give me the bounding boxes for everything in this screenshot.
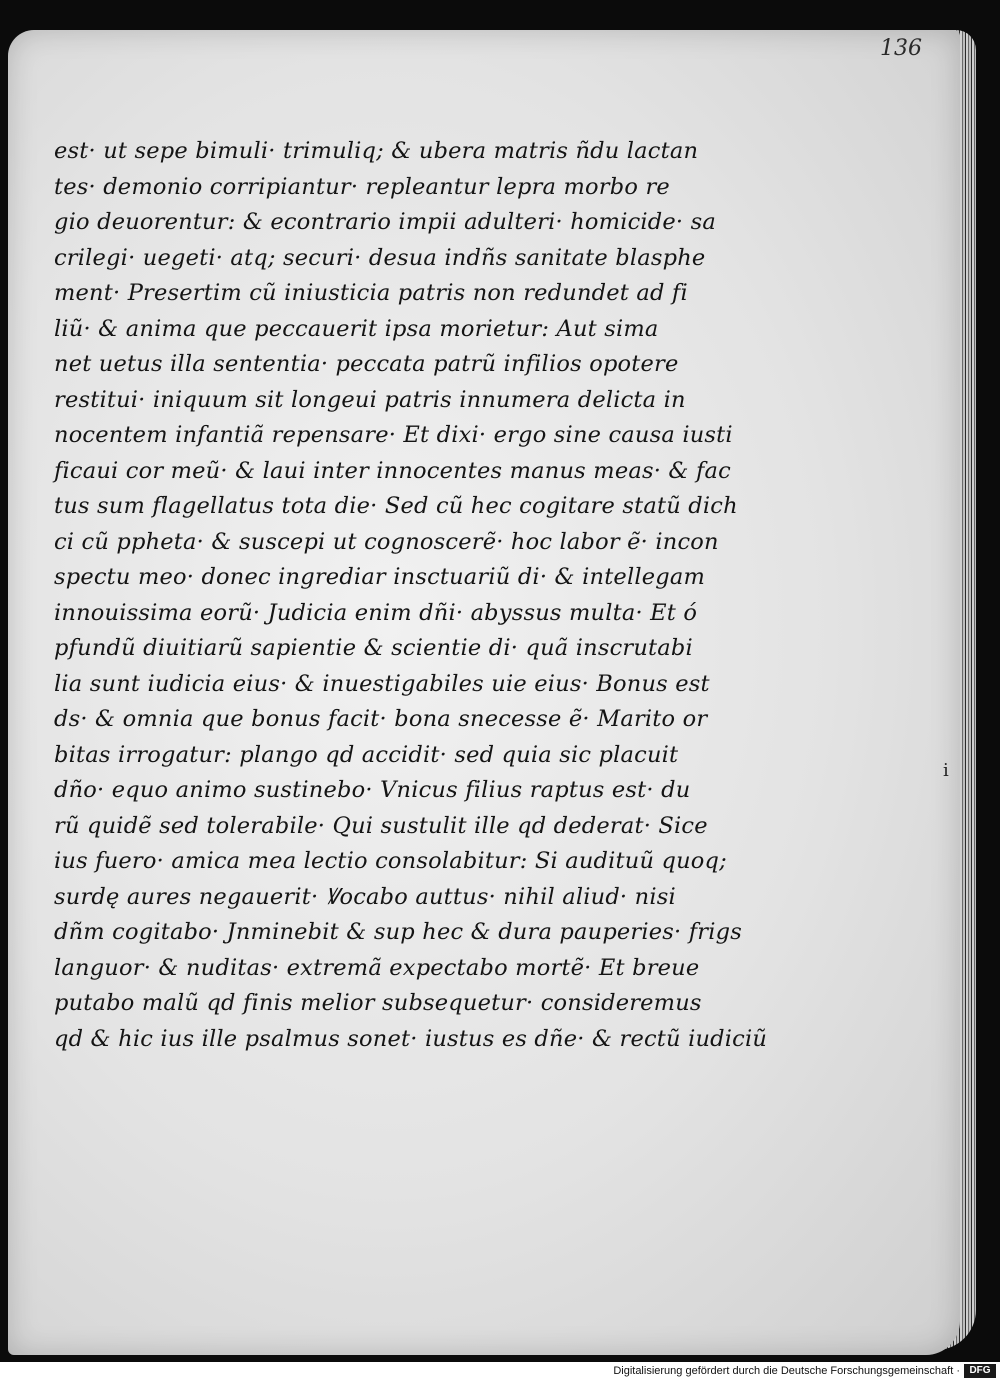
- text-line: ius fuero· amica mea lectio consolabitur: Si audituũ quoq;: [54, 848, 727, 874]
- text-line: putabo malũ qd finis melior subsequetur· consideremus: [54, 990, 702, 1016]
- manuscript-text: [54, 134, 794, 1057]
- text-line: dñm cogitabo· Jnminebit & sup hec & dura pauperies· frigs: [54, 919, 742, 945]
- margin-mark: i: [943, 760, 949, 781]
- text-line: net uetus illa sententia· peccata patrũ infilios opotere: [54, 351, 679, 377]
- text-line: liũ· & anima que peccauerit ipsa morietur: Aut sima: [54, 315, 659, 342]
- text-line: ficaui cor meũ· & laui inter innocentes manus meas· & fac: [54, 457, 731, 484]
- text-line: pfundũ diuitiarũ sapientie & scientie di· quã inscrutabi: [54, 635, 693, 661]
- text-line: bitas irrogatur: plango qd accidit· sed quia sic placuit: [54, 741, 679, 768]
- text-line: ci cũ ppheta· & suscepi ut cognoscerẽ· hoc labor ẽ· incon: [54, 528, 719, 555]
- text-line: tes· demonio corripiantur· repleantur lepra morbo re: [54, 173, 670, 200]
- text-line: est· ut sepe bimuli· trimuliq; & ubera matris ñdu lactan: [54, 138, 699, 164]
- text-line: ds· & omnia que bonus facit· bona snecesse ẽ· Marito or: [54, 706, 708, 732]
- text-line: gio deuorentur: & econtrario impii adulteri· homicide· sa: [54, 209, 716, 235]
- text-line: rũ quidẽ sed tolerabile· Qui sustulit ille qd dederat· Sice: [54, 812, 708, 839]
- text-line: tus sum flagellatus tota die· Sed cũ hec cogitare statũ dich: [54, 493, 738, 519]
- text-line: qd & hic ius ille psalmus sonet· iustus es dñe· & rectũ iudiciũ: [54, 1025, 768, 1052]
- text-line: spectu meo· donec ingrediar insctuariũ di· & intellegam: [54, 564, 706, 590]
- text-line: nocentem infantiã repensare· Et dixi· ergo sine causa iusti: [54, 422, 733, 448]
- text-line: innouissima eorũ· Judicia enim dñi· abyssus multa· Et ó: [54, 599, 698, 626]
- text-line: languor· & nuditas· extremã expectabo mortẽ· Et breue: [54, 954, 700, 981]
- text-line: crilegi· uegeti· atq; securi· desua indñs sanitate blasphe: [54, 244, 706, 271]
- text-line: restitui· iniquum sit longeui patris innumera delicta in: [54, 386, 686, 413]
- dfg-logo: DFG: [964, 1364, 996, 1378]
- funding-credit: Digitalisierung gefördert durch die Deutsche Forschungsgemeinschaft ·: [613, 1365, 960, 1377]
- folio-number: 136: [880, 36, 922, 61]
- text-line: ment· Presertim cũ iniusticia patris non redundet ad fi: [54, 280, 688, 306]
- text-line: dño· equo animo sustinebo· Vnicus filius raptus est· du: [54, 777, 691, 803]
- text-line: lia sunt iudicia eius· & inuestigabiles uie eius· Bonus est: [54, 670, 710, 697]
- text-line: surdę aures negauerit· Ꝟocabo auttus· nihil aliud· nisi: [54, 883, 676, 910]
